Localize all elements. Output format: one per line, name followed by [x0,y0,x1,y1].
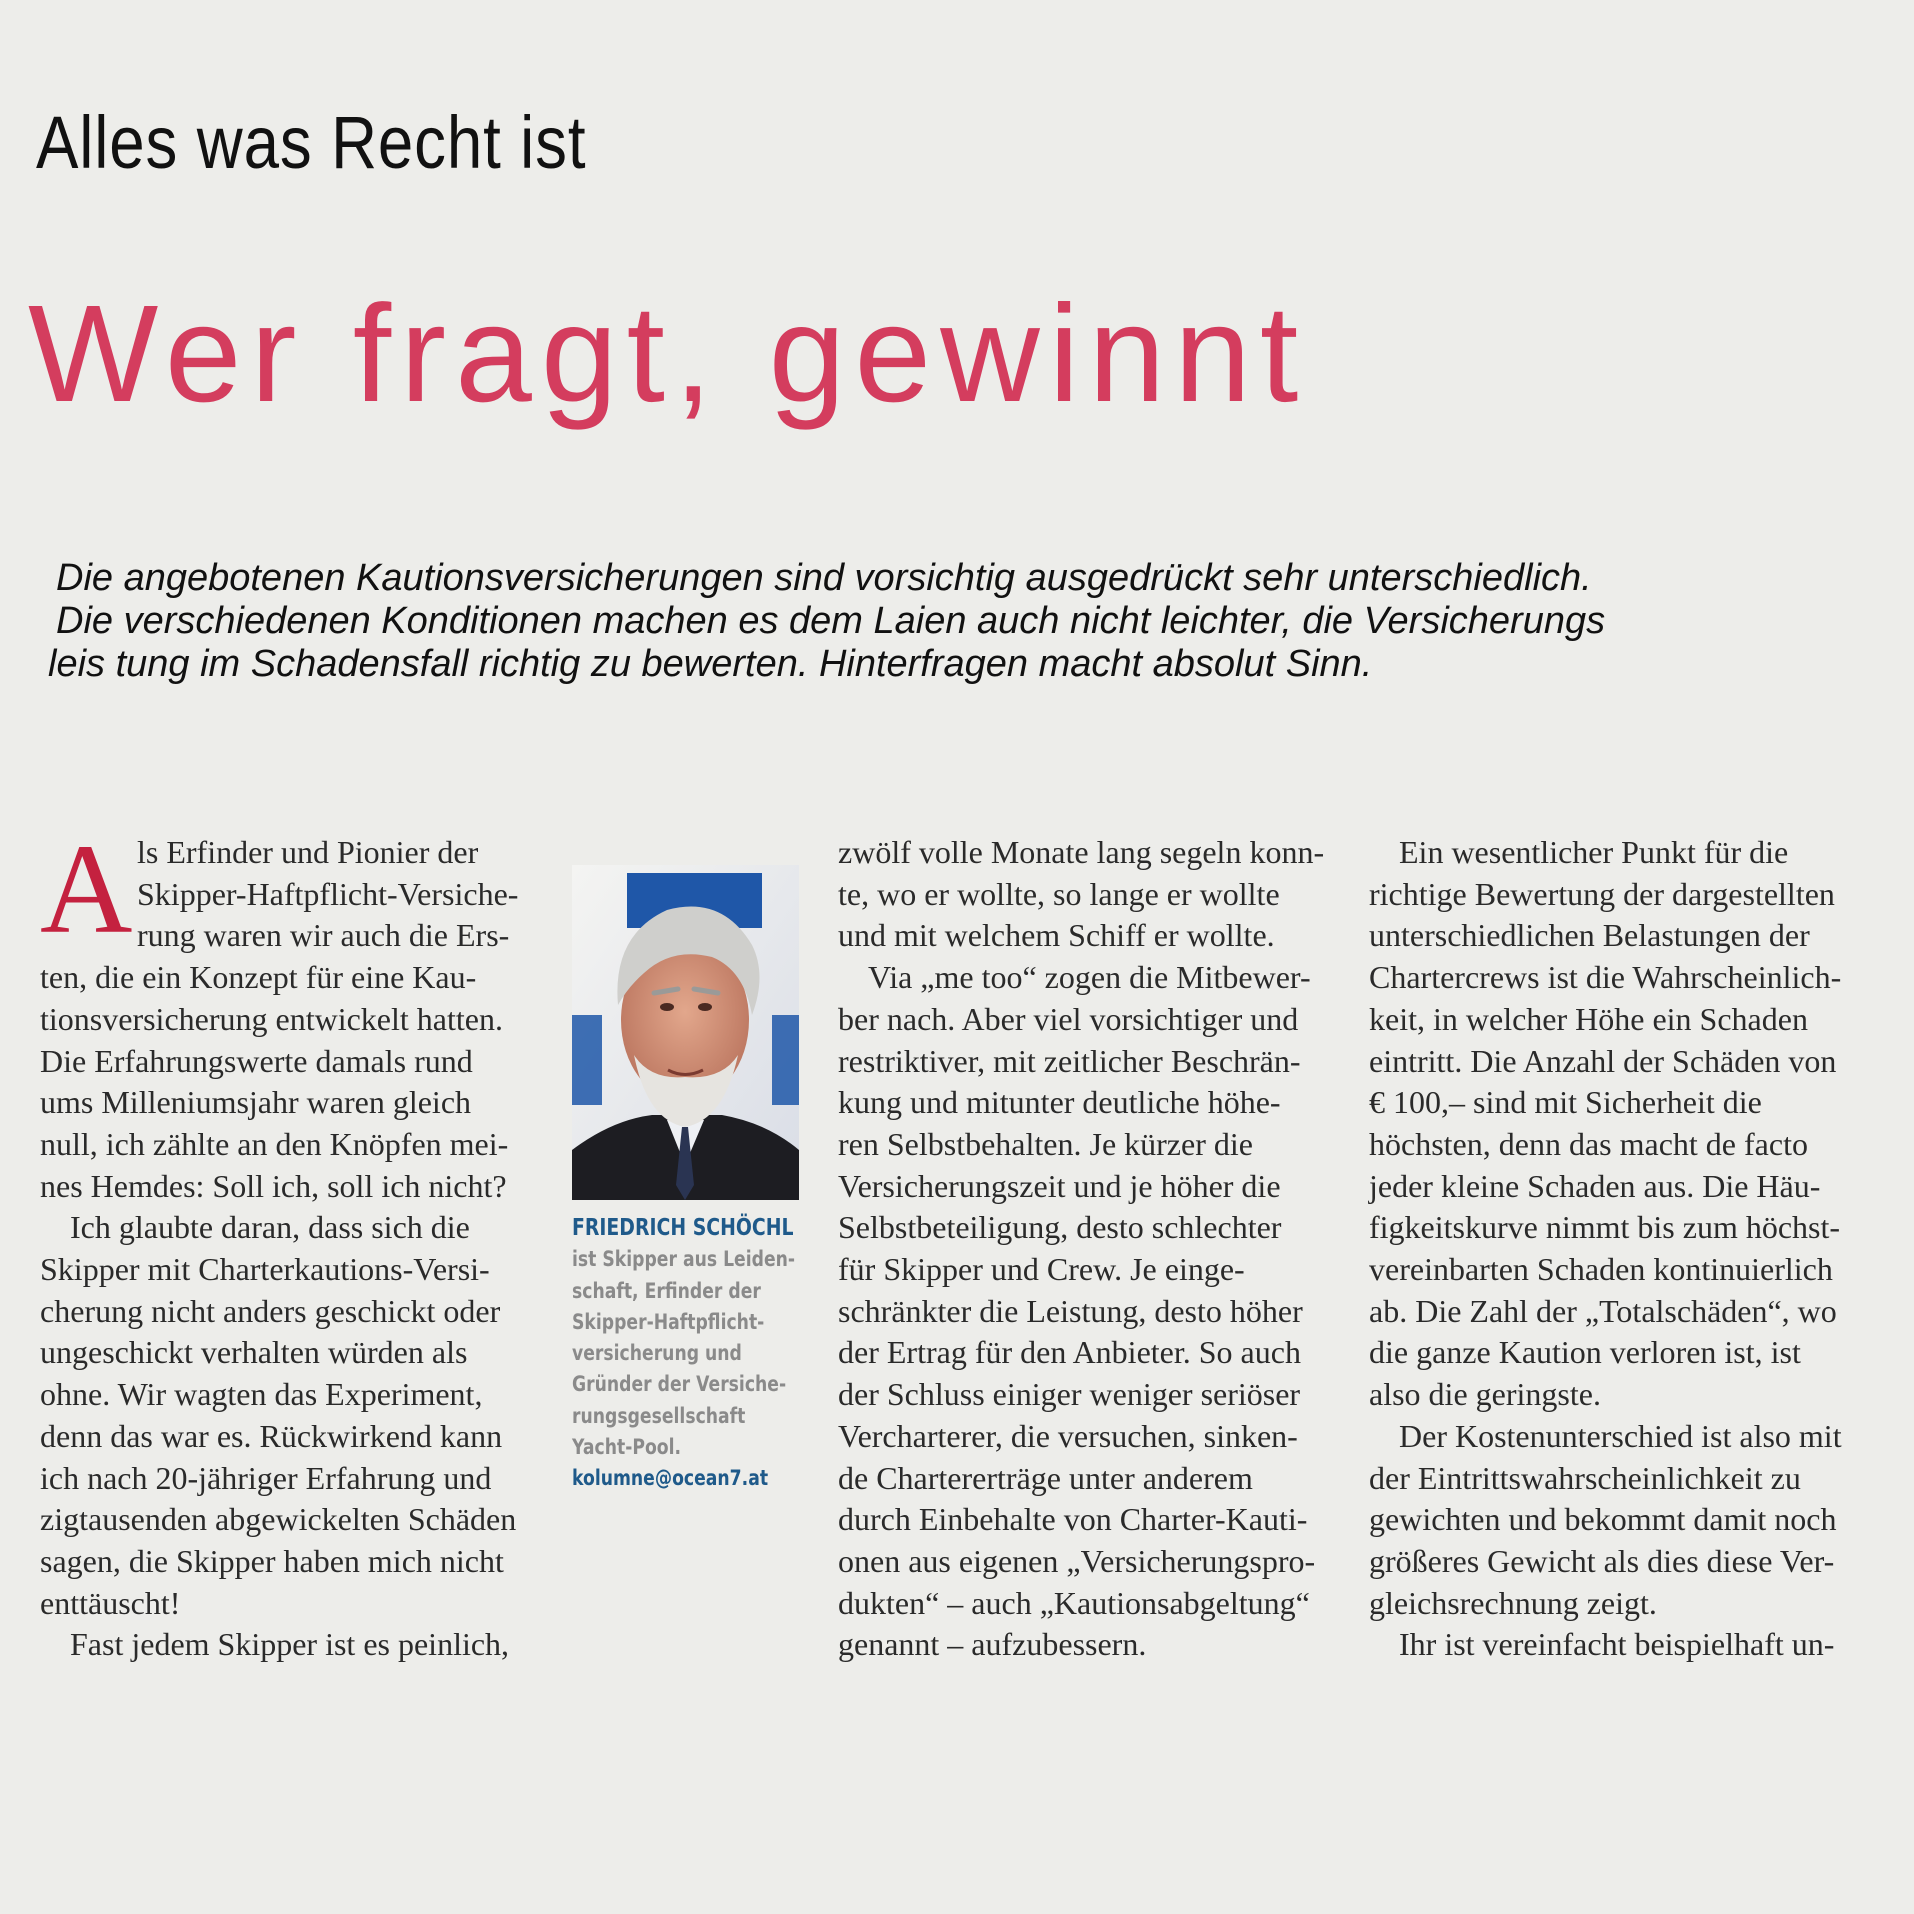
text-line: ber nach. Aber viel vorsichtiger und [838,1000,1299,1037]
text-line: restriktiver, mit zeitlicher Beschrän- [838,1042,1301,1079]
text-line: die ganze Kaution verloren ist, ist [1369,1334,1801,1371]
lead-line: leis tung im Schadensfall richtig zu bewerten. Hinterfragen macht absolut Sinn. [48,643,1373,685]
text-line: der Ertrag für den Anbieter. So auch [838,1334,1301,1371]
text-line: dukten“ – auch „Kautionsabgeltung“ [838,1584,1310,1621]
text-line: Ihr ist vereinfacht beispielhaft un- [1399,1626,1835,1663]
text-line: unterschiedlichen Belastungen der [1369,917,1810,954]
bio-line: rungsgesellschaft [572,1403,746,1428]
bio-line: Skipper-Haftpflicht- [572,1309,765,1334]
text-line: Versicherungszeit und je höher die [838,1167,1281,1204]
text-line: schränkter die Leistung, desto höher [838,1292,1303,1329]
text-line: € 100,– sind mit Sicherheit die [1369,1084,1762,1121]
text-line: Via „me too“ zogen die Mitbewer- [868,959,1311,996]
text-line: null, ich zählte an den Knöpfen mei- [40,1125,509,1162]
text-line: nes Hemdes: Soll ich, soll ich nicht? [40,1167,507,1204]
text-line: richtige Bewertung der dargestellten [1369,875,1835,912]
lead-line: Die angebotenen Kautionsversicherungen sind vorsichtig ausgedrückt sehr unterschiedlich. [56,557,1592,599]
text-line: Skipper mit Charterkautions-Versi- [40,1251,490,1288]
text-line: de Chartererträge unter anderem [838,1459,1253,1496]
author-bio [572,1213,796,1495]
text-line: Fast jedem Skipper ist es peinlich, [70,1626,510,1663]
text-line: figkeitskurve nimmt bis zum höchst- [1369,1209,1841,1246]
text-line: ums Milleniumsjahr waren gleich [40,1084,472,1121]
text-line: für Skipper und Crew. Je einge- [838,1251,1245,1288]
section-kicker: Alles was Recht ist [36,101,587,184]
text-line: cherung nicht anders geschickt oder [40,1292,501,1329]
text-line: zwölf volle Monate lang segeln konn- [838,834,1325,870]
text-line: tionsversicherung entwickelt hatten. [40,1000,503,1037]
article-headline: Wer fragt, gewinnt [28,277,1308,431]
text-line: Ich glaubte daran, dass sich die [70,1209,470,1246]
text-line: te, wo er wollte, so lange er wollte [838,875,1280,912]
article-lead [48,557,1756,686]
text-line: gleichsrechnung zeigt. [1369,1584,1657,1621]
column-1 [40,818,540,1666]
text-line: ohne. Wir wagten das Experiment, [40,1376,483,1413]
text-line: gewichten und bekommt damit noch [1369,1501,1837,1538]
text-line: enttäuscht! [40,1584,181,1621]
bio-line: versicherung und [572,1341,742,1366]
text-line: der Eintrittswahrscheinlichkeit zu [1369,1459,1801,1496]
text-line: kung und mitunter deutliche höhe- [838,1084,1281,1121]
text-line: Vercharterer, die versuchen, sinken- [838,1417,1298,1454]
text-line: Der Kostenunterschied ist also mit [1399,1417,1842,1454]
author-email-link[interactable]: kolumne@ocean7.at [572,1466,769,1491]
text-line: durch Einbehalte von Charter-Kauti- [838,1501,1308,1538]
text-line: ich nach 20-jähriger Erfahrung und [40,1459,492,1496]
text-line: zigtausenden abgewickelten Schäden [40,1501,517,1538]
bio-line: ist Skipper aus Leiden- [572,1247,796,1272]
text-line: Die Erfahrungswerte damals rund [40,1042,473,1079]
column-4 [1369,832,1889,1666]
text-line: ls Erfinder und Pionier der [137,834,479,870]
text-line: Chartercrews ist die Wahrscheinlich- [1369,959,1842,996]
text-line: rung waren wir auch die Ers- [137,917,510,954]
text-line: höchsten, denn das macht de facto [1369,1125,1808,1162]
text-line: keit, in welcher Höhe ein Schaden [1369,1000,1808,1037]
text-line: eintritt. Die Anzahl der Schäden von [1369,1042,1837,1079]
text-line: vereinbarten Schaden kontinuierlich [1369,1251,1833,1288]
text-line: ren Selbstbehalten. Je kürzer die [838,1125,1253,1162]
drop-cap: A [40,818,133,960]
text-line: jeder kleine Schaden aus. Die Häu- [1369,1167,1821,1204]
text-line: Selbstbeteiligung, desto schlechter [838,1209,1282,1246]
text-line: ab. Die Zahl der „Totalschäden“, wo [1369,1292,1837,1329]
author-photo [572,865,799,1200]
text-line: also die geringste. [1369,1376,1601,1413]
text-line: Skipper-Haftpflicht-Versiche- [137,875,519,912]
text-line: und mit welchem Schiff er wollte. [838,917,1275,954]
bio-line: Yacht-Pool. [572,1435,682,1460]
text-line: ten, die ein Konzept für eine Kau- [40,959,477,996]
author-name: FRIEDRICH SCHÖCHL [572,1215,794,1241]
bio-line: Gründer der Versiche- [572,1372,787,1397]
lead-line: Die verschiedenen Konditionen machen es dem Laien auch nicht leichter, die Versicherungs [56,600,1606,642]
text-line: größeres Gewicht als dies diese Ver- [1369,1542,1835,1579]
text-line: onen aus eigenen „Versicherungspro- [838,1542,1316,1579]
bio-line: schaft, Erfinder der [572,1278,761,1303]
text-line: sagen, die Skipper haben mich nicht [40,1542,504,1579]
column-3 [838,832,1338,1666]
text-line: ungeschickt verhalten würden als [40,1334,468,1371]
text-line: genannt – aufzubessern. [838,1626,1147,1663]
text-line: denn das war es. Rückwirkend kann [40,1417,503,1454]
text-line: Ein wesentlicher Punkt für die [1399,834,1789,870]
text-line: der Schluss einiger weniger seriöser [838,1376,1301,1413]
